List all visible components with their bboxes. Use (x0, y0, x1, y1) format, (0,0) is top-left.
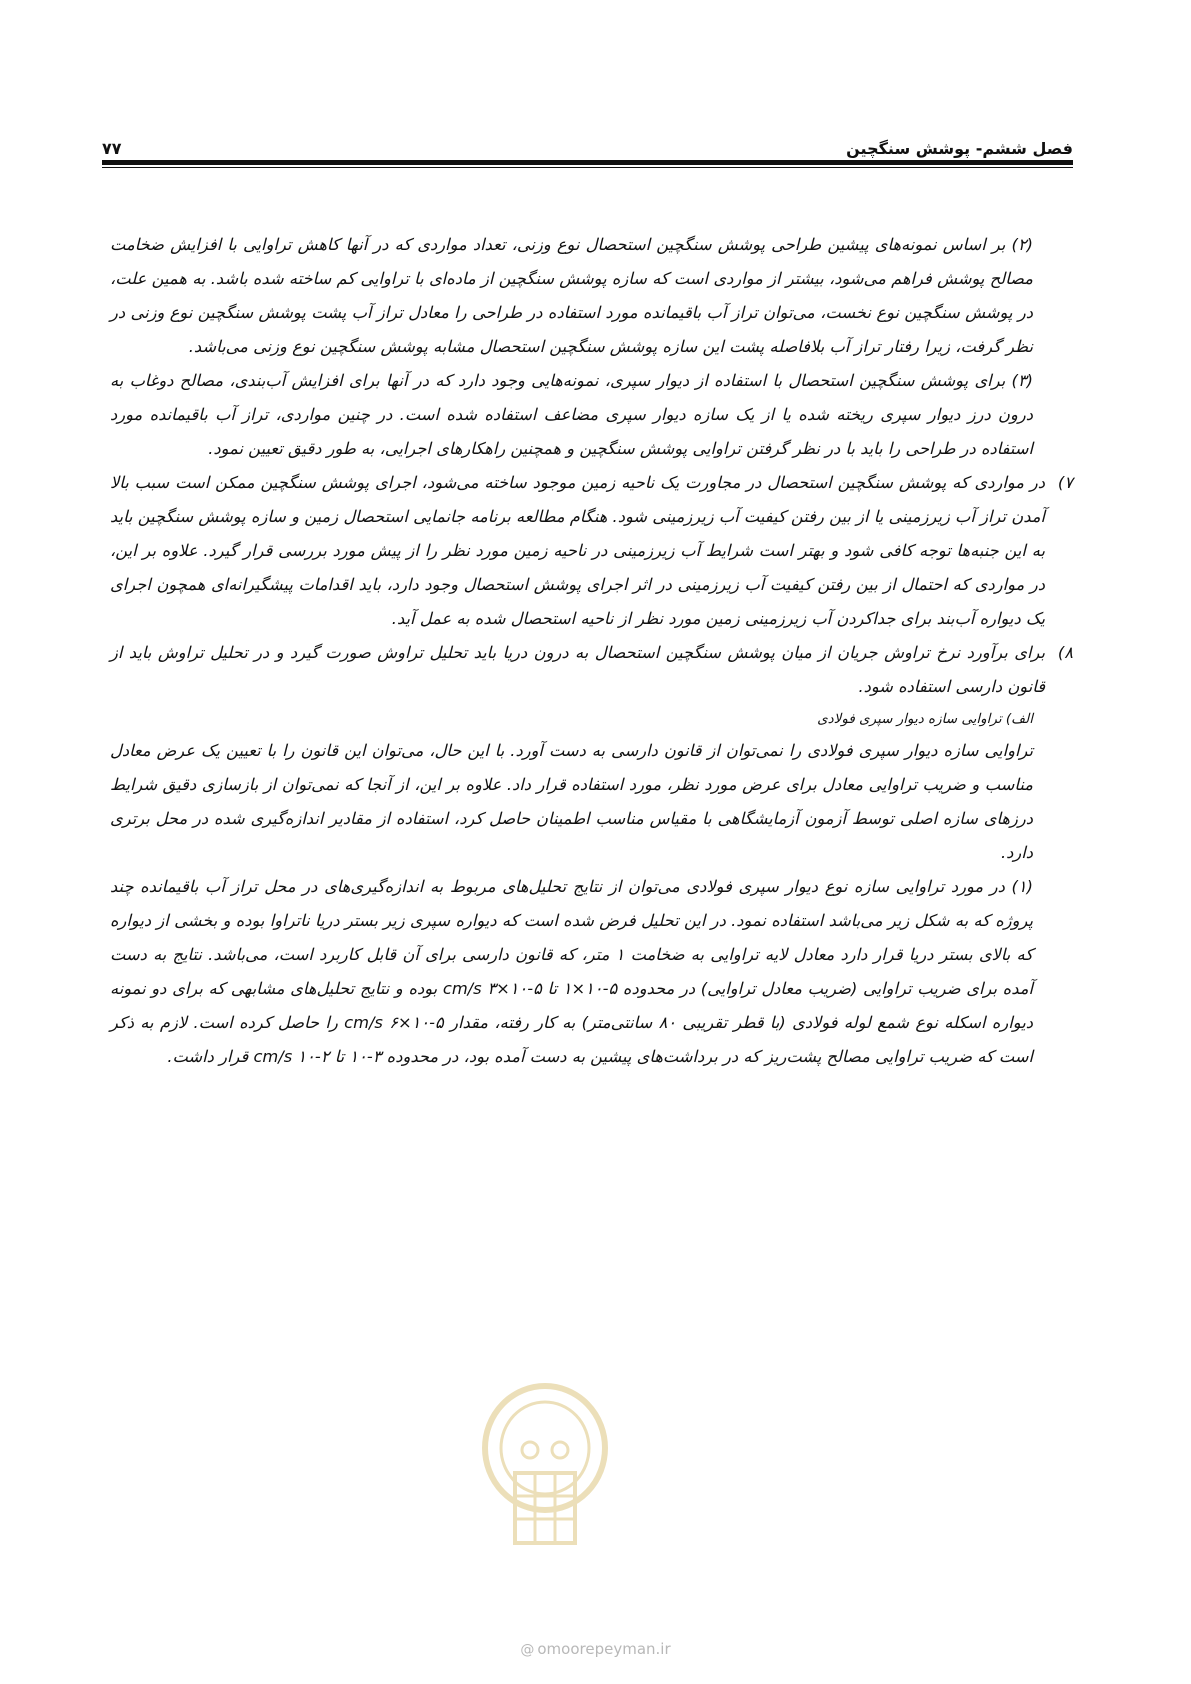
item-number: ۸) (1057, 643, 1073, 662)
item-text: برای برآورد نرخ تراوش جریان از میان پوشش سنگچین استحصال به درون دریا باید تحلیل تراوش صورت گیرد و در تحلیل تراوش باید از قانون دارسی استفاده شود. (110, 643, 1045, 696)
at-icon: @ (520, 1642, 535, 1658)
header-rule-thick (102, 160, 1073, 165)
numbered-item-7 (110, 466, 1073, 636)
numbered-item-8 (110, 636, 1073, 704)
chapter-title: فصل ششم- پوشش سنگچین (846, 139, 1073, 158)
sub-item-2: (۲) بر اساس نمونه‌های پیشین طراحی پوشش سنگچین استحصال نوع وزنی، تعداد مواردی که در آنها کاهش تراوایی با افزایش ضخامت مصالح پوشش فراهم می‌شود، بیشتر از مواردی است که سازه پوشش سنگچین از ماده‌ای با تراوایی کم ساخته شده باشد. به همین علت، در پوشش سنگچین نوع نخست، می‌توان تراز آب باقیمانده مورد استفاده در طراحی را معادل تراز آب پشت پوشش سنگچین نوع وزنی در نظر گرفت، زیرا رفتار تراز آب بلافاصله پشت این سازه پوشش سنگچین استحصال مشابه پوشش سنگچین نوع وزنی می‌باشد. (110, 235, 1033, 356)
section-heading: الف) تراوایی سازه دیوار سپری فولادی (817, 711, 1033, 727)
footer-url-text: omoorepeyman.ir (537, 1640, 671, 1658)
section-paragraph: تراوایی سازه دیوار سپری فولادی را نمی‌توان از قانون دارسی به دست آورد. با این حال، می‌توان این قانون را با تعیین یک عرض معادل مناسب و ضریب تراوایی معادل برای عرض مورد نظر، مورد استفاده قرار داد. علاوه بر این، از آنجا که نمی‌توان از بازسازی دقیق شرایط درزهای سازه اصلی توسط آزمون آزمایشگاهی با مقیاس مناسب اطمینان حاصل کرد، استفاده از مقادیر اندازه‌گیری شده در محل برتری دارد. (110, 741, 1033, 862)
header-rule-thin (102, 167, 1073, 168)
footer-watermark-url (0, 1640, 1191, 1658)
item-number: ۷) (1057, 473, 1073, 492)
page-number: ۷۷ (102, 139, 122, 158)
sub-item-1: (۱) در مورد تراوایی سازه نوع دیوار سپری فولادی می‌توان از نتایج تحلیل‌های مربوط به اندازه‌گیری‌های در محل تراز آب باقیمانده چند پروژه که به شکل زیر می‌باشد استفاده نمود. در این تحلیل فرض شده است که دیواره سپری زیر بستر دریا ناتراوا بوده و بخشی از دیواره که بالای بستر دریا قرار دارد معادل لایه تراوایی به ضخامت ۱ متر، که قانون دارسی برای آن قابل کاربرد است، می‌باشد. نتایج به دست آمده برای ضریب تراوایی (ضریب معادل تراوایی) در محدوده ۵-۱۰×۱ تا ۵-۱۰×۳ cm/s بوده و نتایج تحلیل‌های مشابهی که برای دو نمونه دیواره اسکله نوع شمع لوله فولادی (با قطر تقریبی ۸۰ سانتی‌متر) به کار رفته، مقدار ۵-۱۰×۶ cm/s را حاصل کرده است. لازم به ذکر است که ضریب تراوایی مصالح پشت‌ریز که در برداشت‌های پیشین به دست آمده بود، در محدوده ۳-۱۰ تا ۲-۱۰ cm/s قرار داشت. (110, 877, 1034, 1066)
sub-item-3: (۳) برای پوشش سنگچین استحصال با استفاده از دیوار سپری، نمونه‌هایی وجود دارد که در آنها برای افزایش آب‌بندی، مصالح دوغاب به درون درز دیوار سپری ریخته شده یا از یک سازه دیوار سپری مضاعف استفاده شده است. در چنین مواردی، تراز آب باقیمانده مورد استفاده در طراحی را باید با در نظر گرفتن تراوایی پوشش سنگچین و همچنین راهکارهای اجرایی، به طور دقیق تعیین نمود. (110, 371, 1033, 458)
item-text: در مواردی که پوشش سنگچین استحصال در مجاورت یک ناحیه زمین موجود ساخته می‌شود، اجرای پوشش سنگچین ممکن است سبب بالا آمدن تراز آب زیرزمینی یا از بین رفتن کیفیت آب زیرزمینی شود. هنگام مطالعه برنامه جانمایی استحصال زمین و سازه پوشش سنگچین باید به این جنبه‌ها توجه کافی شود و بهتر است شرایط آب زیرزمینی در ناحیه زمین مورد نظر را از پیش مورد بررسی قرار گیرد. علاوه بر این، در مواردی که احتمال از بین رفتن کیفیت آب زیرزمینی در اثر اجرای پوشش استحصال وجود دارد، باید اقدامات پیشگیرانه‌ای همچون اجرای یک دیواره آب‌بند برای جداکردن آب زیرزمینی زمین مورد نظر از ناحیه استحصال شده به عمل آید. (110, 473, 1045, 628)
watermark-seal-icon (470, 1378, 620, 1558)
page-header (102, 128, 1073, 158)
